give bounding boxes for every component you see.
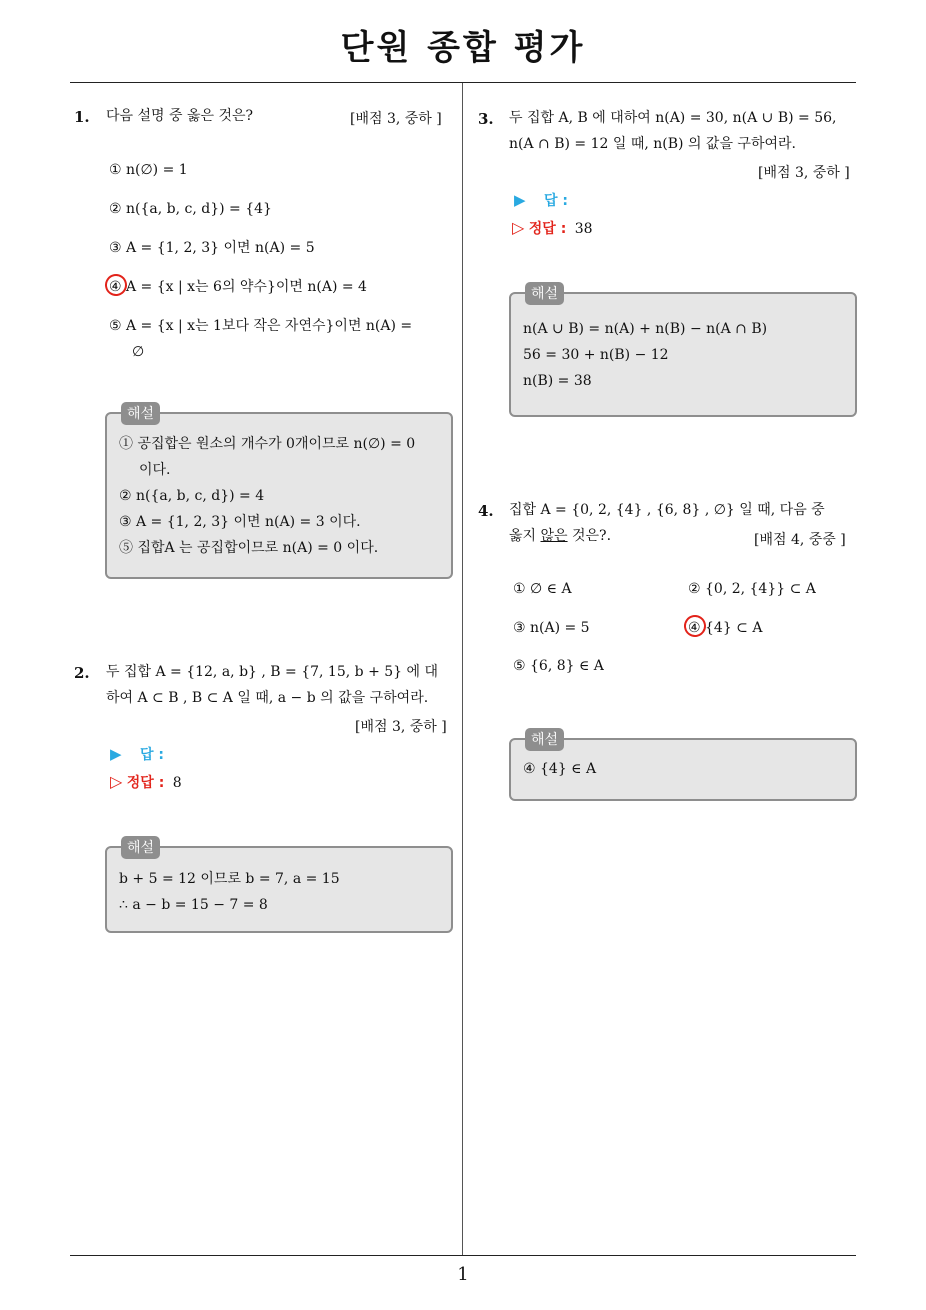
correct-answer-row [512,218,593,238]
correct-answer-row [110,772,182,792]
underlined-text: 않은 [540,528,568,544]
explanation-tag: 해설 [121,836,160,859]
question-text: 다음 설명 중 옳은 것은? [106,108,254,124]
bottom-rule [70,1255,856,1256]
explanation-box-q3 [509,286,857,417]
page-number: 1 [457,1264,469,1285]
answer-label: 답 : [140,747,164,763]
play-icon: ▶ [514,191,526,209]
explanation-line: n(B) = 38 [523,373,592,389]
option-5-continued: ∅ [132,344,145,360]
answer-row [514,190,568,210]
play-icon: ▶ [110,745,122,763]
explanation-tag: 해설 [525,282,564,305]
explanation-line: ⑤ 집합A 는 공집합이므로 n(A) = 0 이다. [119,540,379,556]
explanation-line: ① 공집합은 원소의 개수가 0개이므로 n(∅) = 0 [119,436,416,452]
text-part: 것은?. [567,528,612,544]
text-part: 옳지 [509,528,541,544]
question-text-line2 [509,523,611,549]
correct-value: 8 [172,775,182,791]
explanation-line: ③ A = {1, 2, 3} 이면 n(A) = 3 이다. [119,514,361,530]
column-divider [462,83,463,1255]
triangle-outline-icon: ▷ [110,772,123,791]
points-label: [배점 3, 중하 ] [350,111,442,127]
option-1[interactable]: ① n(∅) = 1 [109,162,188,178]
correct-label: 정답 : [126,775,165,791]
option-1[interactable]: ① ∅ ∈ A [513,581,572,597]
option-4[interactable]: ④ A = {x | x는 6의 약수}이면 n(A) = 4 [109,279,367,295]
option-2[interactable]: ② n({a, b, c, d}) = {4} [109,201,272,217]
explanation-line: 이다. [139,462,171,478]
answer-label: 답 : [544,193,568,209]
page-title: 단원 종합 평가 [340,28,586,68]
option-3[interactable]: ③ A = {1, 2, 3} 이면 n(A) = 5 [109,240,315,256]
answer-row [110,744,164,764]
question-number: 1. [74,108,90,126]
points-label: [배점 3, 중하 ] [758,165,850,181]
option-2[interactable]: ② {0, 2, {4}} ⊂ A [688,581,816,597]
explanation-line: ② n({a, b, c, d}) = 4 [119,488,265,504]
question-text-line1: 집합 A = {0, 2, {4} , {6, 8} , ∅} 일 때, 다음 중 [509,502,825,518]
explanation-line: 56 = 30 + n(B) − 12 [523,347,669,363]
points-label: [배점 3, 중하 ] [355,719,447,735]
explanation-line: ∴ a − b = 15 − 7 = 8 [119,897,268,913]
correct-value: 38 [574,221,593,237]
points-label: [배점 4, 중중 ] [754,532,846,548]
question-number: 3. [478,110,494,128]
explanation-line: n(A ∪ B) = n(A) + n(B) − n(A ∩ B) [523,321,768,337]
explanation-box-q1 [105,406,453,579]
explanation-box-q4 [509,732,857,801]
correct-label: 정답 : [528,221,567,237]
question-text-line2: n(A ∩ B) = 12 일 때, n(B) 의 값을 구하여라. [509,136,796,152]
explanation-tag: 해설 [525,728,564,751]
top-rule [70,82,856,83]
option-4[interactable]: ④ {4} ⊂ A [688,620,763,636]
question-number: 4. [478,502,494,520]
explanation-line: ④ {4} ∈ A [523,761,597,777]
question-number: 2. [74,664,90,682]
option-5[interactable]: ⑤ A = {x | x는 1보다 작은 자연수}이면 n(A) = [109,318,413,334]
question-text-line2: 하여 A ⊂ B , B ⊂ A 일 때, a − b 의 값을 구하여라. [106,690,429,706]
option-5[interactable]: ⑤ {6, 8} ∈ A [513,658,604,674]
explanation-line: b + 5 = 12 이므로 b = 7, a = 15 [119,871,340,887]
option-3[interactable]: ③ n(A) = 5 [513,620,590,636]
triangle-outline-icon: ▷ [512,218,525,237]
question-text-line1: 두 집합 A = {12, a, b} , B = {7, 15, b + 5} 에 대 [106,664,439,680]
explanation-box-q2 [105,840,453,933]
explanation-tag: 해설 [121,402,160,425]
question-text-line1: 두 집합 A, B 에 대하여 n(A) = 30, n(A ∪ B) = 56, [509,110,837,126]
